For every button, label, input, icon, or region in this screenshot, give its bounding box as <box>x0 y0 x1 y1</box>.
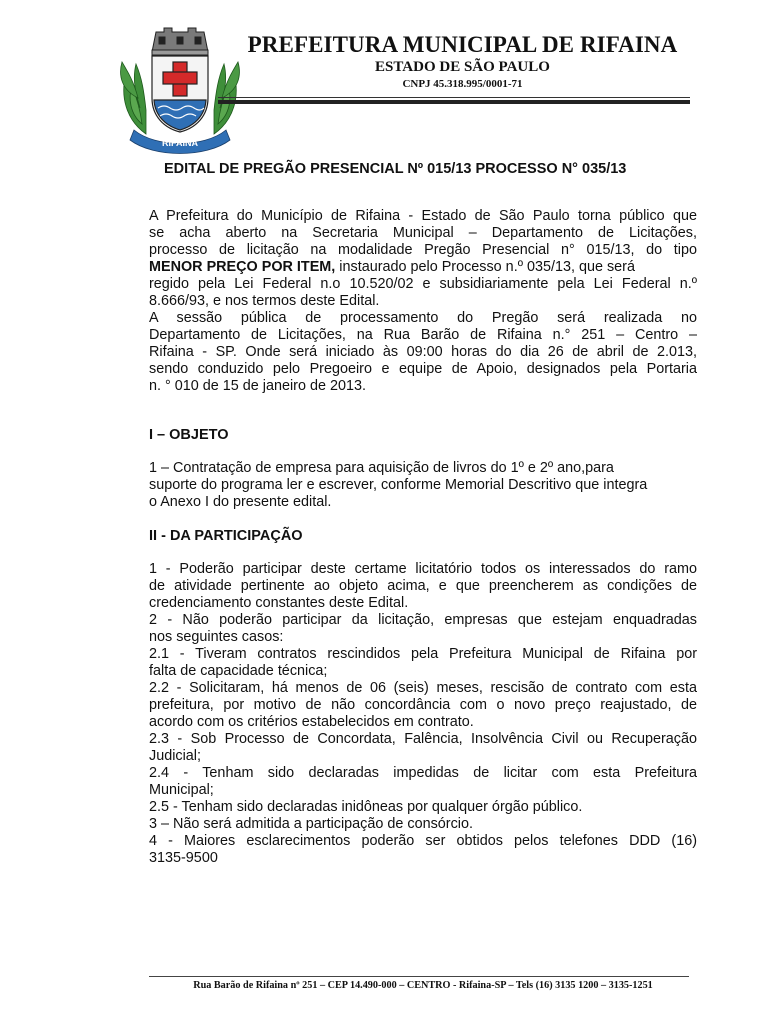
document-title: EDITAL DE PREGÃO PRESENCIAL Nº 015/13 PROCESSO N° 035/13 <box>164 161 627 177</box>
participacao-line: 1 - Poderão participar deste certame licitatório todos os interessados do ramo <box>149 561 697 577</box>
crest-leaves-right <box>214 62 239 134</box>
participacao-line: 2.1 - Tiveram contratos rescindidos pela Prefeitura Municipal de Rifaina por <box>149 646 697 662</box>
intro-line-tail: instaurado pelo Processo n.º 035/13, que será <box>335 259 635 275</box>
crest-leaves-left <box>121 62 146 134</box>
participacao-line: nos seguintes casos: <box>149 629 284 645</box>
participacao-line: credenciamento constantes deste Edital. <box>149 595 409 611</box>
participacao-line: 2.2 - Solicitaram, há menos de 06 (seis) meses, rescisão de contrato com esta <box>149 680 697 696</box>
intro-paragraph <box>149 208 697 395</box>
participacao-line: Judicial; <box>149 748 201 764</box>
crest-shield <box>152 56 208 132</box>
intro-line: 8.666/93, e nos termos deste Edital. <box>149 293 380 309</box>
section-participacao-body <box>149 561 697 867</box>
section-heading-objeto: I – OBJETO <box>149 427 229 443</box>
section-heading-participacao: II - DA PARTICIPAÇÃO <box>149 528 303 544</box>
objeto-line: suporte do programa ler e escrever, conforme Memorial Descritivo que integra <box>149 477 648 493</box>
intro-line: Rifaina - SP. Onde será iniciado às 09:00 horas do dia 26 de abril de 2.013, <box>149 344 697 360</box>
bid-type-emphasis: MENOR PREÇO POR ITEM, <box>149 259 336 275</box>
participacao-line: Municipal; <box>149 782 214 798</box>
section-objeto-body <box>149 460 697 511</box>
participacao-line: 3 – Não será admitida a participação de consórcio. <box>149 816 473 832</box>
municipal-crest-logo <box>112 24 248 156</box>
intro-line: processo de licitação na modalidade Pregão Presencial n° 015/13, do tipo <box>149 242 697 258</box>
objeto-line: 1 – Contratação de empresa para aquisição de livros do 1º e 2º ano,para <box>149 460 614 476</box>
state-subtitle: ESTADO DE SÃO PAULO <box>375 59 550 75</box>
intro-line: regido pela Lei Federal n.o 10.520/02 e subsidiariamente pela Lei Federal n.º <box>149 276 697 292</box>
intro-line <box>149 259 697 276</box>
participacao-line: 2.3 - Sob Processo de Concordata, Falência, Insolvência Civil ou Recuperação <box>149 731 697 747</box>
intro-line: A sessão pública de processamento do Pregão será realizada no <box>149 310 697 326</box>
participacao-line: de atividade pertinente ao objeto acima, e que preencherem as condições de <box>149 578 697 594</box>
participacao-line: 2.4 - Tenham sido declaradas impedidas de licitar com esta Prefeitura <box>149 765 697 781</box>
footer-rule <box>149 976 689 977</box>
header-rule-thick <box>218 100 690 104</box>
participacao-line: 3135-9500 <box>149 850 218 866</box>
objeto-line: o Anexo I do presente edital. <box>149 494 332 510</box>
intro-line: n. ° 010 de 15 de janeiro de 2013. <box>149 378 366 394</box>
participacao-line: prefeitura, por motivo de não concordância com o novo preço reajustado, de <box>149 697 697 713</box>
intro-line: A Prefeitura do Município de Rifaina - Estado de São Paulo torna público que <box>149 208 697 224</box>
participacao-line: 2 - Não poderão participar da licitação, empresas que estejam enquadradas <box>149 612 697 628</box>
participacao-line: falta de capacidade técnica; <box>149 663 328 679</box>
header-rule-thin <box>218 97 690 98</box>
intro-line: Departamento de Licitações, na Rua Barão de Rifaina n.° 251 – Centro – <box>149 327 697 343</box>
svg-text:RIFAINA: RIFAINA <box>162 138 198 148</box>
participacao-line: 4 - Maiores esclarecimentos poderão ser obtidos pelos telefones DDD (16) <box>149 833 697 849</box>
participacao-line: acordo com os critérios estabelecidos em contrato. <box>149 714 474 730</box>
participacao-line: 2.5 - Tenham sido declaradas inidôneas por qualquer órgão público. <box>149 799 583 815</box>
cnpj-line: CNPJ 45.318.995/0001-71 <box>402 78 523 90</box>
footer-address: Rua Barão de Rifaina nº 251 – CEP 14.490-000 – CENTRO - Rifaina-SP – Tels (16) 3135 1200 – 3135-1251 <box>193 980 653 991</box>
intro-line: sendo conduzido pelo Pregoeiro e equipe de Apoio, designados pela Portaria <box>149 361 697 377</box>
institution-title: PREFEITURA MUNICIPAL DE RIFAINA <box>247 32 678 57</box>
crest-crown <box>152 28 208 55</box>
intro-line: se acha aberto na Secretaria Municipal – Departamento de Licitações, <box>149 225 697 241</box>
